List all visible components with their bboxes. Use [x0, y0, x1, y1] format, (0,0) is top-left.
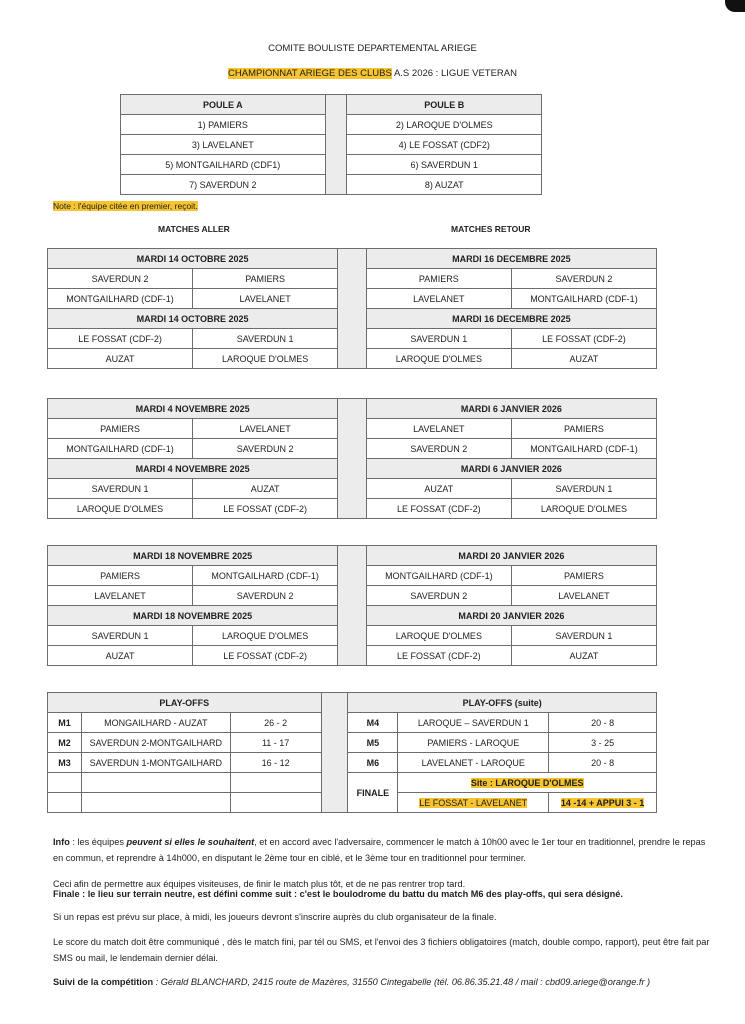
- away-team: LAVELANET: [511, 586, 656, 606]
- home-team: MONTGAILHARD (CDF-1): [366, 566, 511, 586]
- away-team: SAVERDUN 1: [511, 626, 656, 646]
- playoffs-suite-title: PLAY-OFFS (suite): [348, 693, 657, 713]
- match-code: M4: [348, 713, 398, 733]
- playoff-match: SAVERDUN 2-MONTGAILHARD: [81, 733, 230, 753]
- pool-b-team: 6) SAVERDUN 1: [347, 155, 542, 175]
- playoff-match: SAVERDUN 1-MONTGAILHARD: [81, 753, 230, 773]
- away-team: LAVELANET: [193, 289, 338, 309]
- away-team: SAVERDUN 1: [193, 329, 338, 349]
- playoff-score: 20 - 8: [549, 713, 657, 733]
- away-team: AUZAT: [193, 479, 338, 499]
- away-team: LE FOSSAT (CDF-2): [193, 499, 338, 519]
- away-team: MONTGAILHARD (CDF-1): [511, 289, 656, 309]
- retour-date: MARDI 6 JANVIER 2026: [366, 399, 656, 419]
- retour-date: MARDI 6 JANVIER 2026: [366, 459, 656, 479]
- aller-date: MARDI 4 NOVEMBRE 2025: [48, 459, 338, 479]
- retour-date: MARDI 20 JANVIER 2026: [366, 606, 656, 626]
- playoff-match: PAMIERS - LAROQUE: [398, 733, 549, 753]
- away-team: SAVERDUN 2: [193, 439, 338, 459]
- home-team: SAVERDUN 2: [48, 269, 193, 289]
- away-team: SAVERDUN 2: [511, 269, 656, 289]
- pools-table: [120, 94, 542, 195]
- championship-highlight: CHAMPIONNAT ARIEGE DES CLUBS: [228, 68, 392, 79]
- organization-title: COMITE BOULISTE DEPARTEMENTAL ARIEGE: [268, 43, 477, 54]
- away-team: MONTGAILHARD (CDF-1): [511, 439, 656, 459]
- finale-site: Site : LAROQUE D'OLMES: [398, 773, 657, 793]
- info-paragraph: Info : les équipes peuvent si elles le souhaitent, et en accord avec l'adversaire, commencer le match à 10h00 avec le 1er tour en traditionnel, prendre le repas en commun, et reprendre à 14h000, en disputant le 2ème tour en ciblé, et le 3ème tour en traditionnel pour terminer.: [53, 837, 706, 863]
- away-team: PAMIERS: [511, 419, 656, 439]
- playoffs-table: [47, 692, 657, 813]
- schedule-round-1: [47, 248, 657, 369]
- away-team: LE FOSSAT (CDF-2): [511, 329, 656, 349]
- finale-label: FINALE: [348, 773, 398, 813]
- retour-date: MARDI 16 DECEMBRE 2025: [366, 249, 656, 269]
- pool-a-team: 3) LAVELANET: [121, 135, 326, 155]
- home-team: LAVELANET: [366, 419, 511, 439]
- home-team: SAVERDUN 1: [366, 329, 511, 349]
- home-team: LAROQUE D'OLMES: [366, 349, 511, 369]
- pool-b-team: 4) LE FOSSAT (CDF2): [347, 135, 542, 155]
- championship-title: CHAMPIONNAT ARIEGE DES CLUBS A.S 2026 : LIGUE VETERAN: [228, 68, 517, 79]
- away-team: LAROQUE D'OLMES: [193, 349, 338, 369]
- finale-score: 14 -14 + APPUI 3 - 1: [549, 793, 657, 813]
- home-team: MONTGAILHARD (CDF-1): [48, 289, 193, 309]
- home-team: LAVELANET: [48, 586, 193, 606]
- home-team: LAROQUE D'OLMES: [366, 626, 511, 646]
- retour-date: MARDI 20 JANVIER 2026: [366, 546, 656, 566]
- aller-date: MARDI 4 NOVEMBRE 2025: [48, 399, 338, 419]
- home-team: LE FOSSAT (CDF-2): [366, 499, 511, 519]
- scan-corner: [725, 0, 745, 12]
- schedule-round-2: [47, 398, 657, 519]
- match-code: M1: [48, 713, 82, 733]
- playoff-score: 11 - 17: [230, 733, 321, 753]
- matches-aller-heading: MATCHES ALLER: [158, 224, 230, 234]
- meal-paragraph: Si un repas est prévu sur place, à midi, les joueurs devront s'inscrire auprès du club organisateur de la finale.: [53, 912, 497, 922]
- away-team: LAVELANET: [193, 419, 338, 439]
- away-team: PAMIERS: [193, 269, 338, 289]
- playoff-match: LAROQUE – SAVERDUN 1: [398, 713, 549, 733]
- away-team: PAMIERS: [511, 566, 656, 586]
- playoff-score: 20 - 8: [549, 753, 657, 773]
- pool-b-team: 2) LAROQUE D'OLMES: [347, 115, 542, 135]
- home-team: PAMIERS: [366, 269, 511, 289]
- home-team: PAMIERS: [48, 566, 193, 586]
- contact-paragraph: Suivi de la compétition : Gérald BLANCHARD, 2415 route de Mazères, 31550 Cintegabelle (tél. 06.86.35.21.48 / mail : cbd09.ariege@orange.fr ): [53, 977, 651, 987]
- playoff-match: MONGAILHARD - AUZAT: [81, 713, 230, 733]
- away-team: SAVERDUN 1: [511, 479, 656, 499]
- playoff-score: 26 - 2: [230, 713, 321, 733]
- home-team: LE FOSSAT (CDF-2): [48, 329, 193, 349]
- host-note: Note : l'équipe citée en premier, reçoit.: [53, 201, 198, 211]
- pool-a-team: 1) PAMIERS: [121, 115, 326, 135]
- home-team: AUZAT: [48, 349, 193, 369]
- score-reporting-paragraph: Le score du match doit être communiqué , dès le match fini, par tél ou SMS, et l'envoi des 3 fichiers obligatoires (match, double compo, rapport), peut être fait par SMS ou mail, le lendemain dernier délai.: [53, 937, 710, 963]
- home-team: LE FOSSAT (CDF-2): [366, 646, 511, 666]
- playoff-match: LAVELANET - LAROQUE: [398, 753, 549, 773]
- aller-date: MARDI 18 NOVEMBRE 2025: [48, 606, 338, 626]
- visitors-paragraph: Ceci afin de permettre aux équipes visiteuses, de finir le match plus tôt, et de ne pas rentrer trop tard.: [53, 879, 466, 889]
- pool-a-title: POULE A: [121, 95, 326, 115]
- home-team: AUZAT: [48, 646, 193, 666]
- home-team: SAVERDUN 2: [366, 586, 511, 606]
- pool-b-team: 8) AUZAT: [347, 175, 542, 195]
- away-team: MONTGAILHARD (CDF-1): [193, 566, 338, 586]
- pool-b-title: POULE B: [347, 95, 542, 115]
- pool-a-team: 7) SAVERDUN 2: [121, 175, 326, 195]
- home-team: SAVERDUN 2: [366, 439, 511, 459]
- pool-a-team: 5) MONTGAILHARD (CDF1): [121, 155, 326, 175]
- match-code: M3: [48, 753, 82, 773]
- aller-date: MARDI 14 OCTOBRE 2025: [48, 249, 338, 269]
- matches-retour-heading: MATCHES RETOUR: [451, 224, 531, 234]
- match-code: M5: [348, 733, 398, 753]
- away-team: LE FOSSAT (CDF-2): [193, 646, 338, 666]
- finale-match: LE FOSSAT - LAVELANET: [398, 793, 549, 813]
- playoff-score: 3 - 25: [549, 733, 657, 753]
- playoffs-title: PLAY-OFFS: [48, 693, 322, 713]
- finale-venue-paragraph: Finale : le lieu sur terrain neutre, est défini comme suit : c'est le boulodrome du battu du match M6 des play-offs, qui sera désigné.: [53, 889, 623, 899]
- aller-date: MARDI 18 NOVEMBRE 2025: [48, 546, 338, 566]
- aller-date: MARDI 14 OCTOBRE 2025: [48, 309, 338, 329]
- home-team: LAROQUE D'OLMES: [48, 499, 193, 519]
- retour-date: MARDI 16 DECEMBRE 2025: [366, 309, 656, 329]
- home-team: AUZAT: [366, 479, 511, 499]
- home-team: SAVERDUN 1: [48, 479, 193, 499]
- playoff-score: 16 - 12: [230, 753, 321, 773]
- away-team: AUZAT: [511, 349, 656, 369]
- away-team: LAROQUE D'OLMES: [511, 499, 656, 519]
- home-team: SAVERDUN 1: [48, 626, 193, 646]
- away-team: AUZAT: [511, 646, 656, 666]
- home-team: MONTGAILHARD (CDF-1): [48, 439, 193, 459]
- match-code: M6: [348, 753, 398, 773]
- away-team: SAVERDUN 2: [193, 586, 338, 606]
- match-code: M2: [48, 733, 82, 753]
- schedule-round-3: [47, 545, 657, 666]
- home-team: PAMIERS: [48, 419, 193, 439]
- home-team: LAVELANET: [366, 289, 511, 309]
- away-team: LAROQUE D'OLMES: [193, 626, 338, 646]
